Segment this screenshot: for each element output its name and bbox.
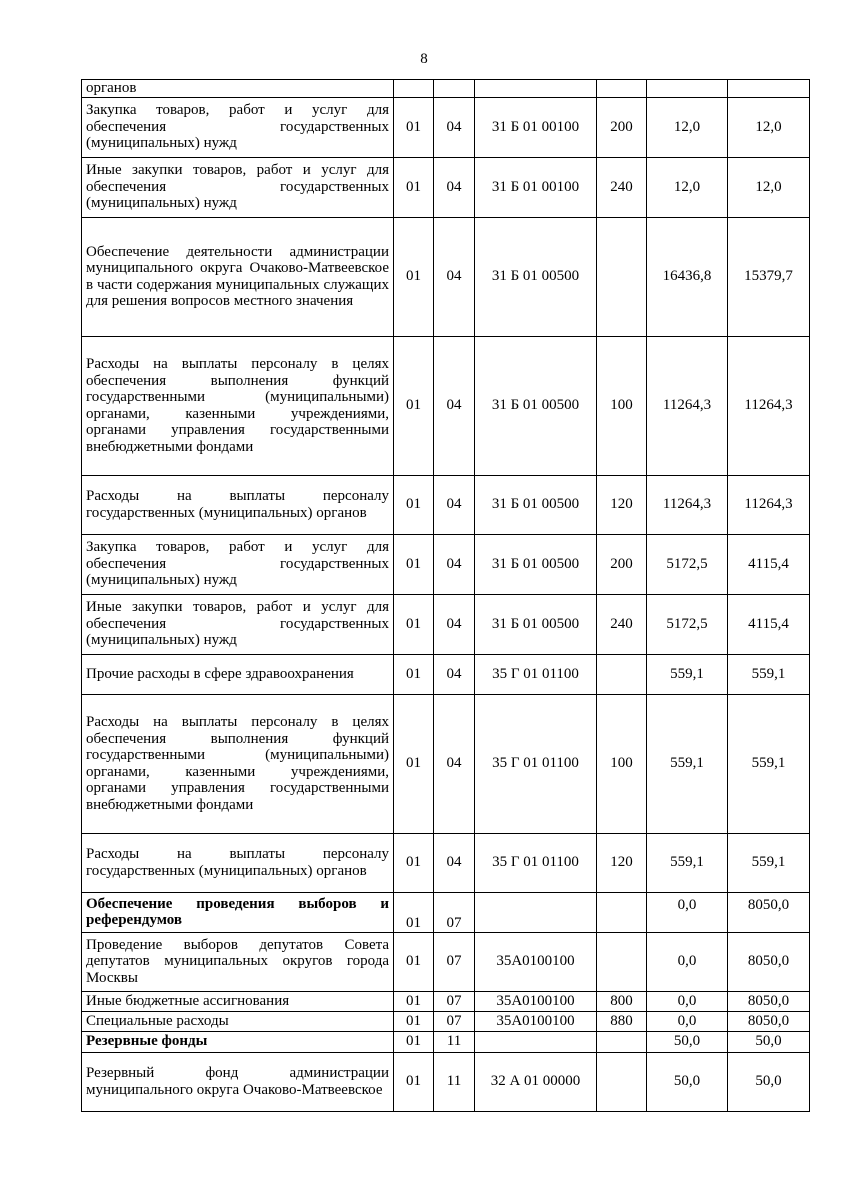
- amount-2-cell: 8050,0: [728, 892, 810, 932]
- expense-type-cell: [597, 1052, 647, 1111]
- target-article-cell: 35 Г 01 01100: [475, 833, 597, 892]
- subsection-cell: 07: [434, 1011, 475, 1031]
- table-row: [82, 833, 810, 892]
- page-number: 8: [420, 51, 428, 67]
- amount-1-cell: 0,0: [647, 991, 728, 1011]
- expense-type-cell: 240: [597, 157, 647, 217]
- table-row: [82, 654, 810, 694]
- amount-1-cell: 0,0: [647, 1011, 728, 1031]
- row-name-cell: Обеспечение проведения выборов и референдумов: [82, 892, 394, 932]
- section-cell: 01: [394, 594, 434, 654]
- section-cell: 01: [394, 1031, 434, 1052]
- subsection-cell: 07: [434, 892, 475, 932]
- amount-2-cell: 15379,7: [728, 217, 810, 336]
- table-row: [82, 991, 810, 1011]
- expense-type-cell: [597, 80, 647, 98]
- row-name-cell: Прочие расходы в сфере здравоохранения: [82, 654, 394, 694]
- target-article-cell: 31 Б 01 00500: [475, 475, 597, 534]
- row-name-cell: Закупка товаров, работ и услуг для обеспечения государственных (муниципальных) нужд: [82, 534, 394, 594]
- amount-2-cell: 559,1: [728, 694, 810, 833]
- amount-1-cell: 5172,5: [647, 534, 728, 594]
- amount-2-cell: 4115,4: [728, 594, 810, 654]
- target-article-cell: 35 Г 01 01100: [475, 654, 597, 694]
- section-cell: 01: [394, 157, 434, 217]
- subsection-cell: 11: [434, 1052, 475, 1111]
- amount-2-cell: 8050,0: [728, 991, 810, 1011]
- amount-1-cell: 12,0: [647, 157, 728, 217]
- section-cell: 01: [394, 654, 434, 694]
- amount-2-cell: 12,0: [728, 97, 810, 157]
- expense-type-cell: [597, 1031, 647, 1052]
- amount-2-cell: 11264,3: [728, 336, 810, 475]
- amount-1-cell: 559,1: [647, 833, 728, 892]
- amount-1-cell: [647, 80, 728, 98]
- expense-type-cell: 800: [597, 991, 647, 1011]
- target-article-cell: [475, 892, 597, 932]
- amount-1-cell: 50,0: [647, 1052, 728, 1111]
- table-row: [82, 97, 810, 157]
- subsection-cell: 04: [434, 534, 475, 594]
- row-name-cell: Специальные расходы: [82, 1011, 394, 1031]
- amount-1-cell: 559,1: [647, 694, 728, 833]
- target-article-cell: 35А0100100: [475, 932, 597, 991]
- amount-1-cell: 559,1: [647, 654, 728, 694]
- amount-1-cell: 5172,5: [647, 594, 728, 654]
- section-cell: 01: [394, 1011, 434, 1031]
- table-row: [82, 694, 810, 833]
- section-cell: 01: [394, 1052, 434, 1111]
- subsection-cell: [434, 80, 475, 98]
- expense-type-cell: [597, 932, 647, 991]
- amount-2-cell: 559,1: [728, 654, 810, 694]
- section-cell: 01: [394, 534, 434, 594]
- target-article-cell: 31 Б 01 00500: [475, 217, 597, 336]
- section-cell: [394, 80, 434, 98]
- subsection-cell: 04: [434, 97, 475, 157]
- target-article-cell: 31 Б 01 00100: [475, 97, 597, 157]
- row-name-cell: Резервные фонды: [82, 1031, 394, 1052]
- expense-type-cell: 880: [597, 1011, 647, 1031]
- target-article-cell: [475, 1031, 597, 1052]
- row-name-cell: Иные закупки товаров, работ и услуг для обеспечения государственных (муниципальных) нужд: [82, 594, 394, 654]
- amount-2-cell: 4115,4: [728, 534, 810, 594]
- subsection-cell: 07: [434, 932, 475, 991]
- amount-2-cell: [728, 80, 810, 98]
- row-name-cell: Расходы на выплаты персоналу государственных (муниципальных) органов: [82, 475, 394, 534]
- expense-type-cell: 120: [597, 833, 647, 892]
- amount-1-cell: 0,0: [647, 892, 728, 932]
- budget-table: [81, 79, 810, 1112]
- expense-type-cell: 200: [597, 97, 647, 157]
- target-article-cell: [475, 80, 597, 98]
- section-cell: 01: [394, 97, 434, 157]
- subsection-cell: 07: [434, 991, 475, 1011]
- subsection-cell: 04: [434, 694, 475, 833]
- subsection-cell: 11: [434, 1031, 475, 1052]
- table-row: [82, 80, 810, 98]
- amount-1-cell: 12,0: [647, 97, 728, 157]
- row-name-cell: Обеспечение деятельности администрации муниципального округа Очаково-Матвеевское в части содержания муниципальных служащих для решения вопросов местного значения: [82, 217, 394, 336]
- table-row: [82, 1011, 810, 1031]
- subsection-cell: 04: [434, 475, 475, 534]
- table-row: [82, 475, 810, 534]
- table-row: [82, 594, 810, 654]
- amount-2-cell: 11264,3: [728, 475, 810, 534]
- row-name-cell: Расходы на выплаты персоналу государственных (муниципальных) органов: [82, 833, 394, 892]
- expense-type-cell: 120: [597, 475, 647, 534]
- row-name-cell: Расходы на выплаты персоналу в целях обеспечения выполнения функций государственными (муниципальными) органами, казенными учреждениями, органами управления государственными внебюджетными фондами: [82, 336, 394, 475]
- amount-1-cell: 16436,8: [647, 217, 728, 336]
- amount-1-cell: 11264,3: [647, 336, 728, 475]
- amount-2-cell: 12,0: [728, 157, 810, 217]
- target-article-cell: 32 А 01 00000: [475, 1052, 597, 1111]
- section-cell: 01: [394, 892, 434, 932]
- table-row: [82, 217, 810, 336]
- amount-2-cell: 50,0: [728, 1052, 810, 1111]
- subsection-cell: 04: [434, 217, 475, 336]
- row-name-cell: Резервный фонд администрации муниципального округа Очаково-Матвеевское: [82, 1052, 394, 1111]
- amount-1-cell: 11264,3: [647, 475, 728, 534]
- section-cell: 01: [394, 217, 434, 336]
- subsection-cell: 04: [434, 336, 475, 475]
- table-row: [82, 534, 810, 594]
- target-article-cell: 35 Г 01 01100: [475, 694, 597, 833]
- expense-type-cell: 200: [597, 534, 647, 594]
- table-row: [82, 1031, 810, 1052]
- subsection-cell: 04: [434, 594, 475, 654]
- expense-type-cell: 100: [597, 694, 647, 833]
- section-cell: 01: [394, 833, 434, 892]
- amount-1-cell: 0,0: [647, 932, 728, 991]
- target-article-cell: 31 Б 01 00500: [475, 336, 597, 475]
- expense-type-cell: [597, 217, 647, 336]
- amount-1-cell: 50,0: [647, 1031, 728, 1052]
- row-name-cell: Иные бюджетные ассигнования: [82, 991, 394, 1011]
- expense-type-cell: 100: [597, 336, 647, 475]
- expense-type-cell: [597, 892, 647, 932]
- expense-type-cell: [597, 654, 647, 694]
- target-article-cell: 35А0100100: [475, 991, 597, 1011]
- subsection-cell: 04: [434, 654, 475, 694]
- expense-type-cell: 240: [597, 594, 647, 654]
- row-name-cell: Закупка товаров, работ и услуг для обеспечения государственных (муниципальных) нужд: [82, 97, 394, 157]
- section-cell: 01: [394, 694, 434, 833]
- table-row: [82, 932, 810, 991]
- amount-2-cell: 8050,0: [728, 1011, 810, 1031]
- target-article-cell: 31 Б 01 00500: [475, 534, 597, 594]
- section-cell: 01: [394, 475, 434, 534]
- table-row: [82, 157, 810, 217]
- subsection-cell: 04: [434, 833, 475, 892]
- section-cell: 01: [394, 336, 434, 475]
- amount-2-cell: 50,0: [728, 1031, 810, 1052]
- target-article-cell: 35А0100100: [475, 1011, 597, 1031]
- table-row: [82, 336, 810, 475]
- subsection-cell: 04: [434, 157, 475, 217]
- target-article-cell: 31 Б 01 00500: [475, 594, 597, 654]
- row-name-cell: Расходы на выплаты персоналу в целях обеспечения выполнения функций государственными (муниципальными) органами, казенными учреждениями, органами управления государственными внебюджетными фондами: [82, 694, 394, 833]
- row-name-cell: Иные закупки товаров, работ и услуг для обеспечения государственных (муниципальных) нужд: [82, 157, 394, 217]
- section-cell: 01: [394, 932, 434, 991]
- row-name-cell: Проведение выборов депутатов Совета депутатов муниципальных округов города Москвы: [82, 932, 394, 991]
- table-row: [82, 892, 810, 932]
- row-name-cell: органов: [82, 80, 394, 98]
- amount-2-cell: 559,1: [728, 833, 810, 892]
- amount-2-cell: 8050,0: [728, 932, 810, 991]
- target-article-cell: 31 Б 01 00100: [475, 157, 597, 217]
- section-cell: 01: [394, 991, 434, 1011]
- table-row: [82, 1052, 810, 1111]
